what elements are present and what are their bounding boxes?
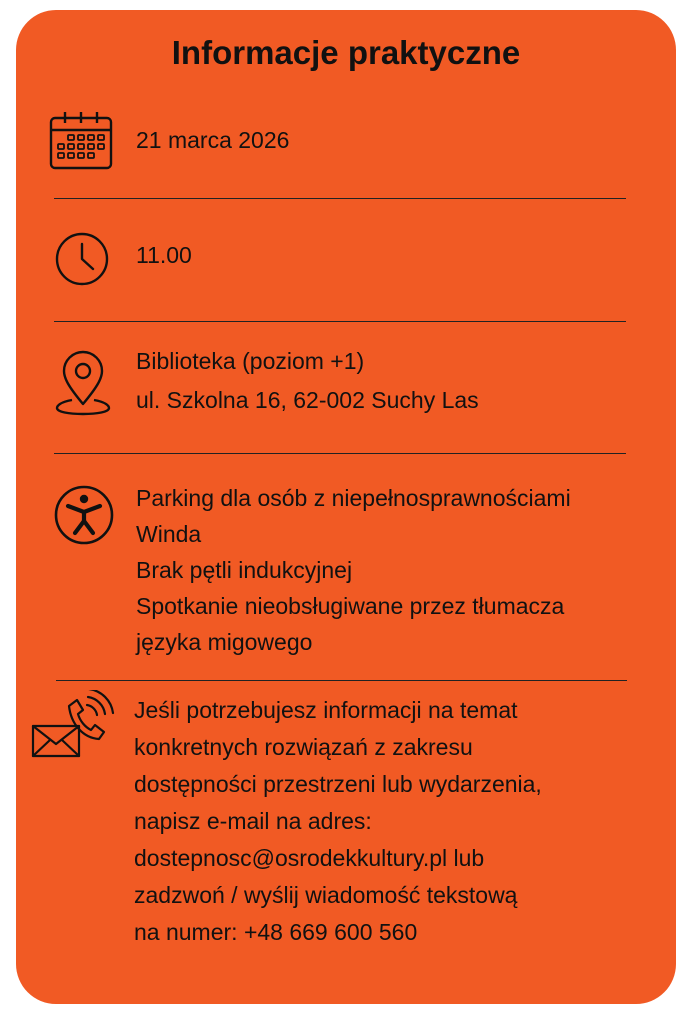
info-card: [16, 10, 676, 1004]
contact-line: konkretnych rozwiązań z zakresu: [134, 734, 473, 760]
location-pin-icon: [54, 350, 112, 416]
contact-line: zadzwoń / wyślij wiadomość tekstową: [134, 882, 518, 908]
event-date: 21 marca 2026: [136, 127, 290, 153]
accessibility-line: Spotkanie nieobsługiwane przez tłumacza: [136, 593, 565, 619]
contact-line: dostępności przestrzeni lub wydarzenia,: [134, 771, 542, 797]
location-line: Biblioteka (poziom +1): [136, 348, 365, 374]
accessibility-line: Winda: [136, 521, 202, 547]
accessibility-icon: [53, 484, 115, 546]
divider: [54, 321, 626, 322]
clock-icon: [54, 231, 110, 287]
accessibility-line: języka migowego: [136, 629, 313, 655]
accessibility-line: Parking dla osób z niepełnosprawnościami: [136, 485, 571, 511]
calendar-icon: [48, 110, 114, 172]
divider: [56, 680, 627, 681]
divider: [54, 198, 626, 199]
contact-line: napisz e-mail na adres:: [134, 808, 372, 834]
contact-email-line: dostepnosc@osrodekkultury.pl lub: [134, 845, 485, 871]
contact-line: Jeśli potrzebujesz informacji na temat: [134, 697, 518, 723]
page-title: Informacje praktyczne: [171, 34, 521, 71]
divider: [54, 453, 626, 454]
location-line: ul. Szkolna 16, 62-002 Suchy Las: [136, 387, 479, 413]
event-time: 11.00: [136, 242, 192, 268]
contact-phone-line: na numer: +48 669 600 560: [134, 919, 418, 945]
mail-phone-icon: [31, 690, 115, 762]
accessibility-line: Brak pętli indukcyjnej: [136, 557, 353, 583]
